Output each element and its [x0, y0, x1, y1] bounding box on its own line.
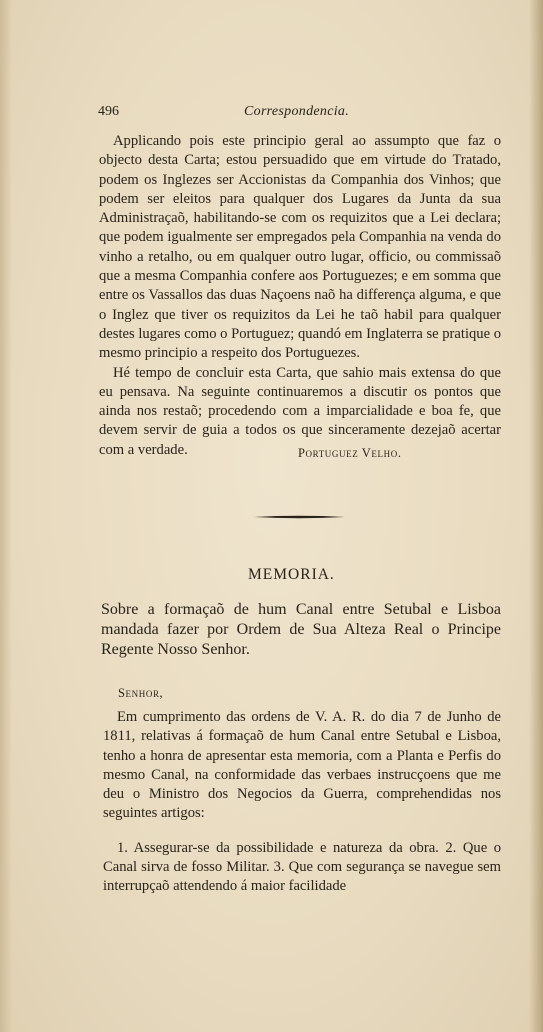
memoria-paragraph: Em cumprimento das ordens de V. A. R. do dia 7 de Junho de 1811, relativas á formaçaõ de hum Canal entre Setubal e Lisboa, tenho a honra de apresentar esta memoria, com a Planta e Perfis do mesmo Canal, na conformidade das verbaes instrucçoens que me deu o Ministro dos Negocios da Guerra, comprehendidas nos seguintes artigos: [103, 709, 501, 822]
running-head [98, 104, 498, 124]
page-edge-right [529, 0, 543, 1032]
memoria-subtitle: Sobre a formaçaõ de hum Canal entre Setubal e Lisboa mandada fazer por Ordem de Sua Alteza Real o Principe Regente Nosso Senhor. [101, 601, 501, 658]
memoria-title: MEMORIA. [248, 566, 335, 583]
letter-body [99, 132, 501, 460]
section-separator-rule [253, 514, 345, 520]
memoria-salutation: Senhor, [118, 686, 164, 700]
memoria-body [103, 708, 501, 897]
letter-paragraph: Hé tempo de concluir esta Carta, que sahio mais extensa do que eu pensava. Na seguinte continuaremos a discutir os pontos que ainda nos restaõ; procedendo com a imparcialidade e boa fe, que devem servir de guia a todos os que sinceramente dezejaõ acertar com a verdade. [99, 364, 501, 458]
running-title: Correspondencia. [244, 104, 349, 119]
memoria-articles-paragraph: 1. Assegurar-se da possibilidade e natureza da obra. 2. Que o Canal sirva de fosso Militar. 3. Que com segurança se navegue sem interrupçaõ attendendo á maior facilidade [103, 839, 501, 895]
letter-paragraph: Applicando pois este principio geral ao assumpto que faz o objecto desta Carta; estou persuadido que em virtude do Tratado, podem os Inglezes ser Accionistas da Companhia dos Vinhos; que podem ser eleitos para qualquer dos Lugares da Junta da sua Administraçaõ, habilitando-se com os requizitos que a Lei declara; que podem igualmente ser empregados pela Companhia na venda do vinho a retalho, ou em qualquer outro lugar, officio, ou commissaõ que a mesma Companhia confere aos Portuguezes; e em somma que entre os Vassallos das duas Naçoens naõ ha differença alguma, e que o Inglez que tiver os requizitos da Lei he taõ habil para qualquer destes lugares como o Portuguez; quandó em Inglaterra se pratique o mesmo principio a respeito dos Portuguezes. [99, 133, 502, 362]
letter-signature: Portuguez Velho. [298, 446, 402, 460]
page-number: 496 [98, 104, 119, 119]
page-edge-left [0, 0, 12, 1032]
